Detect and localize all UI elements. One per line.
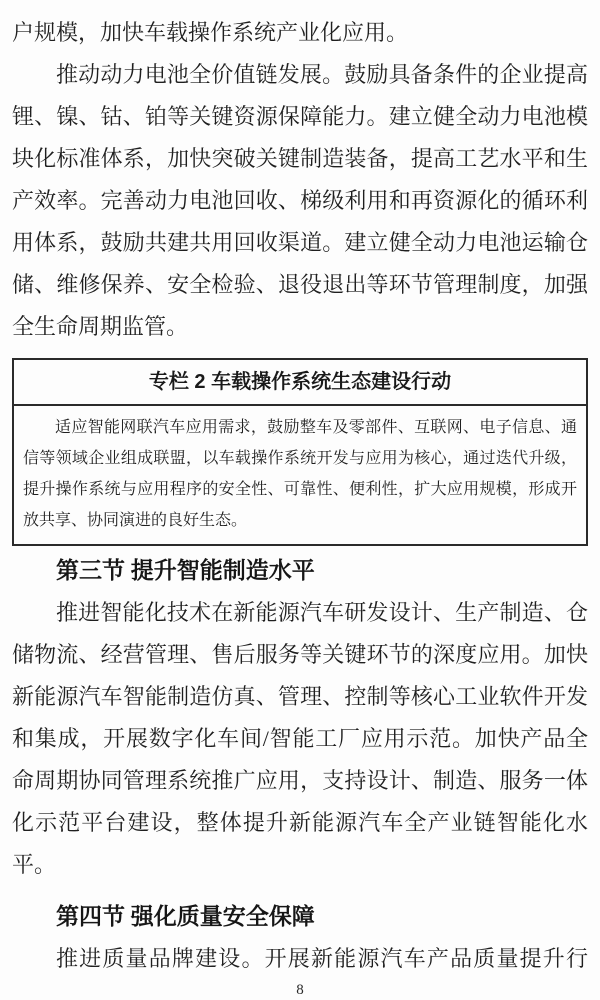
text-line: 推进智能化技术在新能源汽车研发设计、生产制造、仓: [56, 600, 588, 625]
paragraph-continuation: [12, 12, 588, 54]
text-line: 锂、镍、钴、铂等关键资源保障能力。建立健全动力电池模: [12, 104, 588, 129]
paragraph-battery-value-chain: [12, 54, 588, 348]
section-heading-3: 第三节 提升智能制造水平: [56, 558, 315, 583]
box-text-line: 信等领域企业组成联盟，以车载操作系统开发与应用为核心，通过迭代升级，: [23, 450, 577, 467]
text-line: 储物流、经营管理、售后服务等关键环节的深度应用。加快: [12, 642, 588, 667]
box-text-line: 适应智能网联汽车应用需求，鼓励整车及零部件、互联网、电子信息、通: [55, 419, 577, 436]
column-box-title: 专栏 2 车载操作系统生态建设行动: [14, 360, 586, 406]
column-box-2-vehicle-os: [12, 358, 588, 546]
text-line: 用体系，鼓励共建共用回收渠道。建立健全动力电池运输仓: [12, 230, 588, 255]
text-line: 全生命周期监管。: [12, 314, 189, 339]
box-text-line: 放共享、协同演进的良好生态。: [23, 512, 248, 529]
text-line: 推动动力电池全价值链发展。鼓励具备条件的企业提高: [56, 62, 588, 87]
text-line: 储、维修保养、安全检验、退役退出等环节管理制度，加强: [12, 272, 588, 297]
text-line: 块化标准体系，加快突破关键制造装备，提高工艺水平和生: [12, 146, 588, 171]
text-line: 户规模，加快车载操作系统产业化应用。: [12, 20, 409, 45]
paragraph-smart-manufacturing: [12, 592, 588, 886]
text-line: 和集成，开展数字化车间/智能工厂应用示范。加快产品全: [12, 726, 588, 751]
text-line: 产效率。完善动力电池回收、梯级利用和再资源化的循环利: [12, 188, 588, 213]
text-line: 化示范平台建设，整体提升新能源汽车全产业链智能化水: [12, 810, 588, 835]
page-number: 8: [296, 982, 304, 998]
paragraph-quality-brand: [12, 938, 588, 980]
text-line: 平。: [12, 852, 57, 877]
column-box-body: [14, 406, 586, 544]
text-line: 推进质量品牌建设。开展新能源汽车产品质量提升行: [56, 946, 588, 971]
section-heading-4: 第四节 强化质量安全保障: [56, 904, 315, 929]
box-text-line: 提升操作系统与应用程序的安全性、可靠性、便利性，扩大应用规模，形成开: [23, 481, 577, 498]
text-line: 新能源汽车智能制造仿真、管理、控制等核心工业软件开发: [12, 684, 588, 709]
text-line: 命周期协同管理系统推广应用，支持设计、制造、服务一体: [12, 768, 588, 793]
